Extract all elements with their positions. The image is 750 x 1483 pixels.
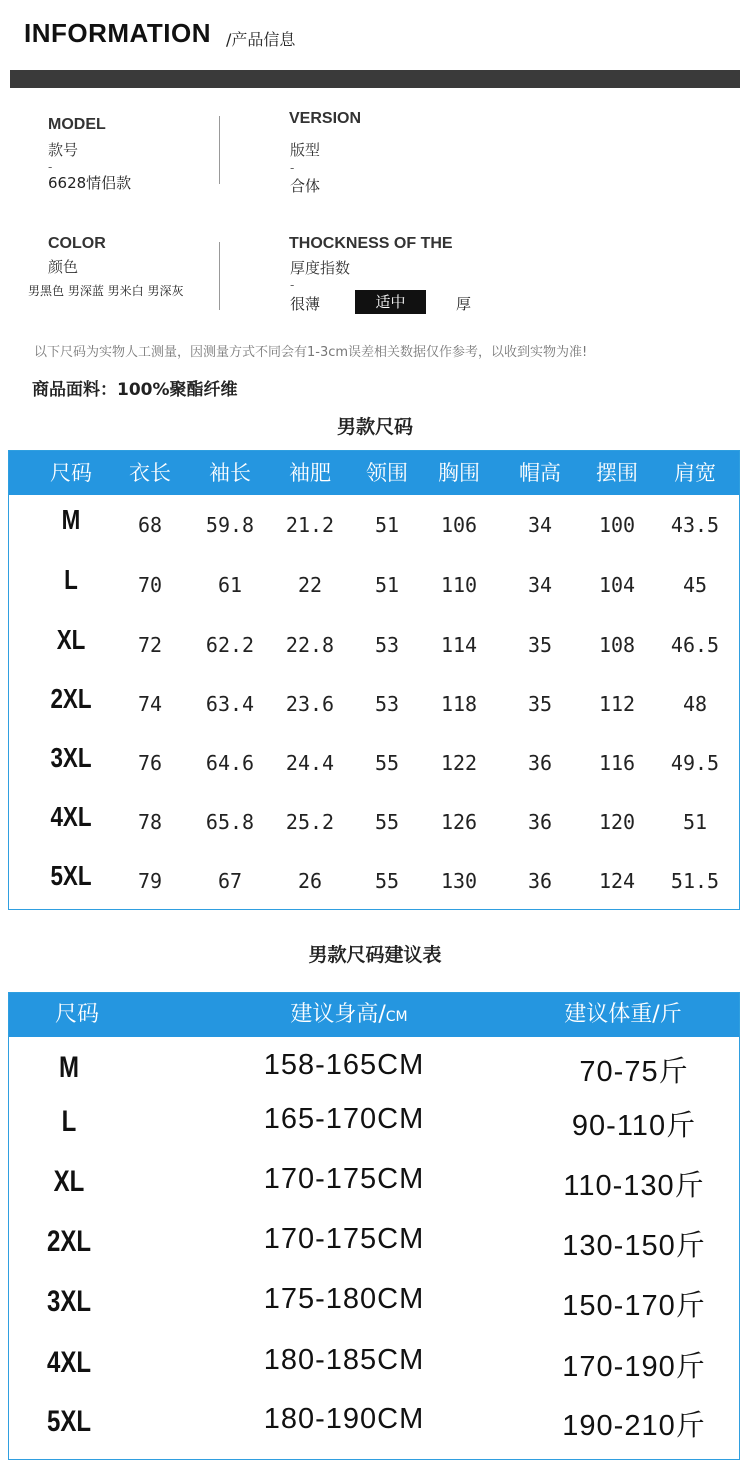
size-table-header — [9, 451, 739, 495]
size-table-cell: 63.4 — [205, 692, 255, 716]
size-table-cell: 124 — [598, 869, 636, 893]
size-table-cell: 122 — [440, 751, 478, 775]
size-label: L — [64, 564, 78, 595]
version-label-en: VERSION — [289, 110, 362, 127]
suggest-size-label: L — [61, 1105, 77, 1138]
size-table-cell: 110 — [440, 573, 478, 597]
size-table-cell: 108 — [598, 633, 636, 657]
suggest-table — [8, 992, 740, 1460]
size-table-cell: 130 — [440, 869, 478, 893]
suggest-height-cell: 180-185CM — [263, 1344, 425, 1376]
suggest-header-weight: 建议体重/斤 — [564, 1002, 682, 1027]
size-table-cell: 104 — [598, 573, 636, 597]
thickness-dash: - — [290, 278, 295, 292]
size-table-cell: 120 — [598, 810, 636, 834]
size-table-cell: 36 — [527, 810, 553, 834]
size-table-cell: 25.2 — [285, 810, 335, 834]
fabric-label: 商品面料： — [32, 380, 117, 400]
size-table-cell: 45 — [682, 573, 708, 597]
size-table-cell: 22 — [297, 573, 323, 597]
model-label-cn: 款号 — [48, 141, 79, 159]
size-table-cell: 35 — [527, 633, 553, 657]
size-table-cell: 51.5 — [670, 869, 720, 893]
measurement-note: 以下尺码为实物人工测量，因测量方式不同会有1-3cm误差相关数据仅作参考，以收到实物为准! — [34, 345, 588, 360]
size-header-cell: 尺码 — [50, 461, 92, 485]
suggest-height-cell: 170-175CM — [263, 1223, 425, 1255]
size-table-cell: 21.2 — [285, 513, 335, 537]
size-table-cell: 62.2 — [205, 633, 255, 657]
thickness-option-thick: 厚 — [456, 295, 472, 313]
size-table-cell: 53 — [374, 692, 400, 716]
info-divider — [219, 116, 220, 184]
size-table-cell: 114 — [440, 633, 478, 657]
size-table-cell: 49.5 — [670, 751, 720, 775]
suggest-size-label: M — [59, 1051, 79, 1084]
size-table-cell: 64.6 — [205, 751, 255, 775]
page-subtitle: /产品信息 — [226, 30, 296, 49]
thickness-label-cn: 厚度指数 — [290, 259, 351, 277]
size-table-cell: 48 — [682, 692, 708, 716]
suggest-weight-cell: 70-75斤 — [579, 1056, 689, 1088]
color-label-cn: 颜色 — [48, 258, 79, 276]
suggest-height-cell: 180-190CM — [263, 1403, 425, 1435]
size-header-cell: 领围 — [366, 461, 408, 485]
size-table-cell: 106 — [440, 513, 478, 537]
color-options: 男黑色 男深蓝 男米白 男深灰 — [28, 284, 184, 298]
size-table-cell: 51 — [374, 513, 400, 537]
suggest-size-label: 4XL — [46, 1346, 92, 1379]
size-table-cell: 72 — [137, 633, 163, 657]
size-header-cell: 袖肥 — [289, 461, 331, 485]
size-table-cell: 43.5 — [670, 513, 720, 537]
size-table-cell: 68 — [137, 513, 163, 537]
model-value: 6628情侣款 — [48, 174, 132, 192]
suggest-weight-cell: 190-210斤 — [562, 1410, 706, 1442]
suggest-weight-cell: 150-170斤 — [562, 1290, 706, 1322]
suggest-table-header — [9, 993, 739, 1037]
size-table — [8, 450, 740, 910]
suggest-height-cell: 165-170CM — [263, 1103, 425, 1135]
size-label: 2XL — [50, 683, 92, 714]
size-label: 5XL — [50, 860, 92, 891]
size-table-cell: 61 — [217, 573, 243, 597]
size-table-cell: 118 — [440, 692, 478, 716]
suggest-size-label: 3XL — [46, 1285, 92, 1318]
suggest-height-cell: 175-180CM — [263, 1283, 425, 1315]
size-header-cell: 帽高 — [519, 461, 561, 485]
version-dash: - — [290, 161, 295, 175]
size-table-title: 男款尺码 — [336, 416, 413, 438]
info-divider — [219, 242, 220, 310]
suggest-table-title: 男款尺码建议表 — [308, 944, 442, 966]
size-table-cell: 67 — [217, 869, 243, 893]
suggest-header-height: 建议身高/CM — [290, 1002, 408, 1027]
size-header-cell: 衣长 — [129, 461, 171, 485]
model-dash: - — [48, 160, 53, 174]
size-table-cell: 116 — [598, 751, 636, 775]
size-table-cell: 51 — [374, 573, 400, 597]
size-table-cell: 46.5 — [670, 633, 720, 657]
size-header-cell: 摆围 — [596, 461, 638, 485]
model-label-en: MODEL — [48, 116, 106, 133]
version-value: 合体 — [290, 177, 321, 195]
suggest-height-cell: 158-165CM — [263, 1049, 425, 1081]
size-label: M — [61, 504, 81, 535]
size-table-cell: 35 — [527, 692, 553, 716]
size-table-cell: 65.8 — [205, 810, 255, 834]
version-label-cn: 版型 — [290, 141, 321, 159]
size-table-cell: 78 — [137, 810, 163, 834]
suggest-weight-cell: 110-130斤 — [563, 1170, 705, 1202]
size-table-cell: 100 — [598, 513, 636, 537]
size-header-cell: 胸围 — [438, 461, 480, 485]
size-table-cell: 70 — [137, 573, 163, 597]
suggest-header-size: 尺码 — [54, 1002, 100, 1027]
size-table-cell: 79 — [137, 869, 163, 893]
size-table-cell: 59.8 — [205, 513, 255, 537]
size-table-cell: 34 — [527, 573, 553, 597]
size-table-cell: 76 — [137, 751, 163, 775]
thickness-label-en: THOCKNESS OF THE — [289, 235, 453, 252]
size-table-cell: 55 — [374, 869, 400, 893]
size-label: XL — [56, 624, 86, 655]
suggest-size-label: XL — [53, 1165, 85, 1198]
size-table-cell: 112 — [598, 692, 636, 716]
suggest-weight-cell: 170-190斤 — [562, 1351, 706, 1383]
size-table-cell: 53 — [374, 633, 400, 657]
thickness-option-medium-selected: 适中 — [355, 290, 426, 314]
size-table-cell: 51 — [682, 810, 708, 834]
size-table-cell: 126 — [440, 810, 478, 834]
thickness-option-thin: 很薄 — [290, 295, 321, 313]
size-table-cell: 55 — [374, 810, 400, 834]
size-table-cell: 26 — [297, 869, 323, 893]
size-label: 4XL — [50, 801, 92, 832]
size-header-cell: 袖长 — [209, 461, 251, 485]
suggest-weight-cell: 90-110斤 — [571, 1110, 697, 1142]
fabric-line — [32, 375, 238, 400]
page-title: INFORMATION — [24, 18, 211, 48]
size-table-cell: 23.6 — [285, 692, 335, 716]
color-label-en: COLOR — [48, 235, 106, 252]
size-label: 3XL — [50, 742, 92, 773]
size-table-cell: 55 — [374, 751, 400, 775]
fabric-value: 100%聚酯纤维 — [117, 380, 238, 400]
header-divider-bar — [10, 70, 740, 88]
suggest-height-cell: 170-175CM — [263, 1163, 425, 1195]
suggest-size-label: 2XL — [46, 1225, 92, 1258]
suggest-weight-cell: 130-150斤 — [562, 1230, 706, 1262]
size-table-cell: 74 — [137, 692, 163, 716]
suggest-size-label: 5XL — [46, 1405, 92, 1438]
size-table-cell: 34 — [527, 513, 553, 537]
size-table-cell: 36 — [527, 869, 553, 893]
size-table-cell: 22.8 — [285, 633, 335, 657]
size-header-cell: 肩宽 — [674, 461, 716, 485]
size-table-cell: 36 — [527, 751, 553, 775]
size-table-cell: 24.4 — [285, 751, 335, 775]
